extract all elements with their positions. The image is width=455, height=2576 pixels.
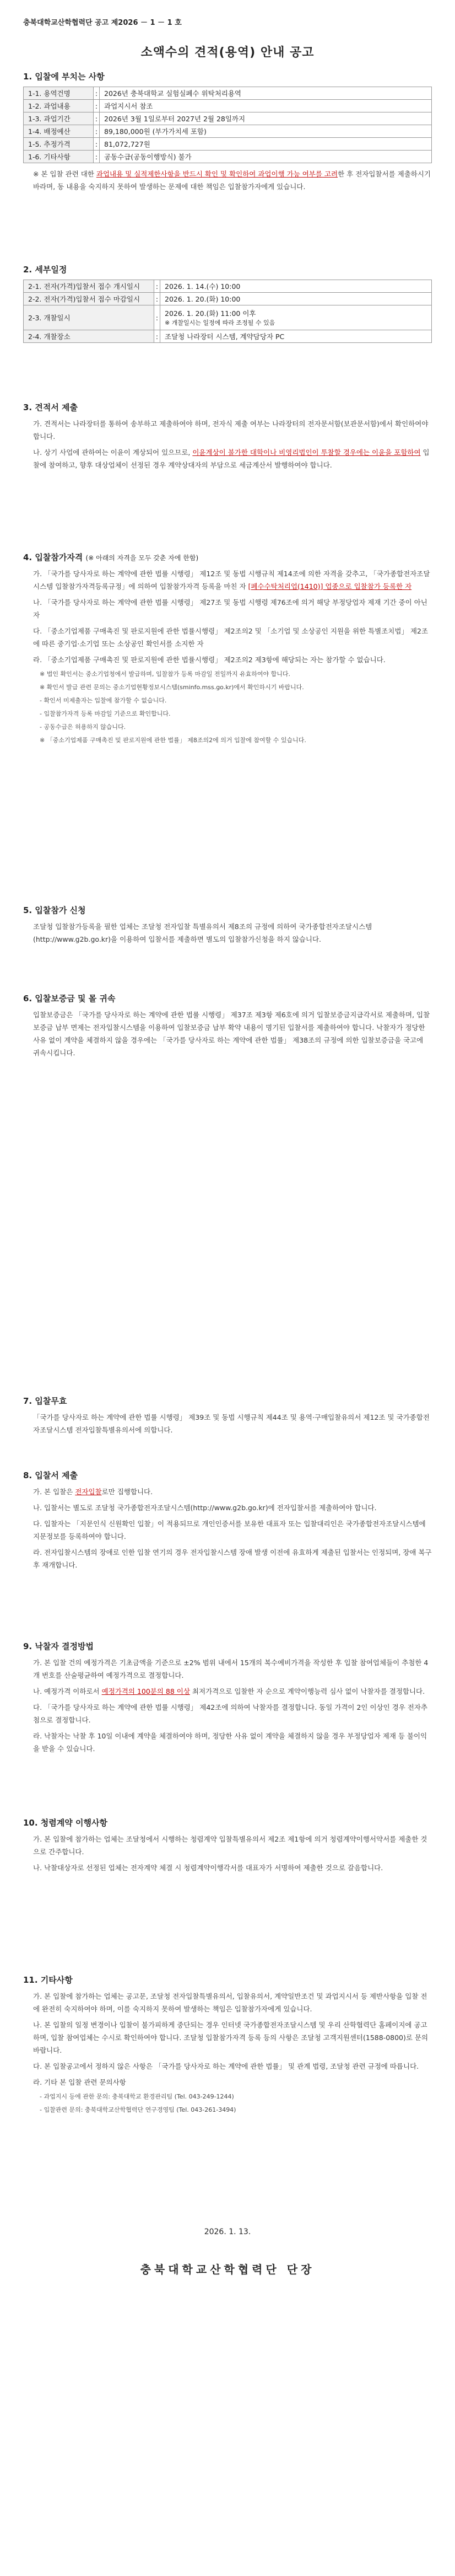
paragraph: 나. 입찰서는 별도로 조달청 국가종합전자조달시스템(http://www.g2b.go.kr)에 전자입찰서를 제출하여야 합니다. bbox=[33, 1504, 377, 1512]
note-text: 한 후 전자입찰서를 제출하시기 바라며, 동 내용을 숙지하지 못하여 발생하는 문제에 대한 책임은 입찰참가자에게 있습니다. bbox=[33, 170, 431, 191]
paragraph: 입찰보증금은 「국가를 당사자로 하는 계약에 관한 법률 시행령」 제37조 제3항 제6호에 의거 입찰보증금지급각서로 제출하며, 입찰보증금 납부 면제는 전자입찰시스템을 이용하여 입찰보증금 납부 확약 내용이 명기된 입찰서를 제출하여야 합니다. 낙찰자가 정당한 사유 없이 계약을 체결하지 않을 경우에는 「국가를 당사자로 하는 계약에 관한 법률」 제38조의 규정에 의한 입찰보증금을 국고에 귀속시킵니다. bbox=[33, 1011, 430, 1057]
paragraph: 가. 견적서는 나라장터를 통하여 송부하고 제출하여야 하며, 전자식 제출 여부는 나라장터의 전자문서함(보관문서함)에서 확인하여야 합니다. bbox=[33, 420, 429, 441]
paragraph: 「국가를 당사자로 하는 계약에 관한 법률 시행령」 제39조 및 동법 시행규칙 제44조 및 용역·구매입찰유의서 제12조 및 국가종합전자조달시스템 전자입찰특별유의서에 의합니다. bbox=[33, 1413, 430, 1434]
section-heading: 1. 입찰에 부치는 사항 bbox=[23, 72, 105, 82]
para-text: 나. 상기 사업에 관하여는 이윤이 계상되어 있으므로, bbox=[33, 448, 193, 457]
paragraph: 다. 입찰자는 「지문인식 신원확인 입찰」이 적용되므로 개인인증서를 보유한 대표자 또는 입찰대리인은 국가종합전자조달시스템에 지문정보를 등록하여야 합니다. bbox=[33, 1520, 426, 1541]
paragraph bbox=[23, 446, 432, 471]
row-value: 2026. 1. 20.(화) 10:00 bbox=[160, 293, 432, 305]
row-key: 2-3. 개찰일시 bbox=[24, 305, 154, 330]
paragraph: 나. 낙찰대상자로 선정된 업체는 전자계약 체결 시 청렴계약이행각서를 대표자가 서명하여 제출한 것으로 갈음합니다. bbox=[33, 1864, 383, 1872]
paragraph: 라. 전자입찰시스템의 장애로 인한 입찰 연기의 경우 전자입찰시스템 장애 발생 이전에 유효하게 제출된 입찰서는 인정되며, 장애 복구 후 재개합니다. bbox=[33, 1548, 432, 1569]
bid-info-table bbox=[23, 87, 432, 163]
section-application bbox=[23, 904, 432, 949]
para-highlight: 예정가격의 100분의 88 이상 bbox=[101, 1687, 190, 1695]
note-line: - 확인서 미제출자는 입찰에 참가할 수 없습니다. bbox=[40, 697, 167, 704]
paragraph bbox=[23, 567, 432, 593]
row-value: 81,072,727원 bbox=[100, 138, 432, 151]
note-line: ※ 확인서 발급 관련 문의는 중소기업현황정보시스템(sminfo.mss.go.kr)에서 확인하시기 바랍니다. bbox=[40, 684, 304, 691]
row-value: 2026년 충북대학교 실험실폐수 위탁처리용역 bbox=[100, 87, 432, 100]
notice-number: 충북대학교산학협력단 공고 제2026 － 1 － 1 호 bbox=[23, 19, 182, 27]
para-text: 가. 본 입찰은 bbox=[33, 1488, 75, 1496]
para-text: 최저가격으로 입찰한 자 순으로 계약이행능력 심사 없이 낙찰자를 결정합니다. bbox=[189, 1687, 425, 1695]
section-bid-bond bbox=[23, 992, 432, 1062]
row-value: 2026. 1. 14.(수) 10:00 bbox=[160, 280, 432, 293]
contact-line: - 과업지시 등에 관한 문의: 충북대학교 환경관리팀 (Tel. 043-249-1244) bbox=[40, 2093, 234, 2100]
note-line: ※ 법인 확인서는 중소기업청에서 발급하며, 입찰참가 등록 마감일 전일까지 유효하여야 합니다. bbox=[40, 670, 290, 678]
page-title: 소액수의 견적(용역) 안내 공고 bbox=[140, 46, 315, 60]
section-qualification bbox=[23, 551, 432, 749]
table-row bbox=[24, 87, 432, 100]
row-value-note: ※ 개찰일시는 일정에 따라 조정될 수 있음 bbox=[165, 319, 275, 326]
row-key: 1-6. 기타사항 bbox=[24, 151, 94, 163]
row-key: 2-4. 개찰장소 bbox=[24, 330, 154, 343]
paragraph: 다. 「중소기업제품 구매촉진 및 판로지원에 관한 법률시행령」 제2조의2 및 「소기업 및 소상공인 지원을 위한 특별조치법」 제2조에 따른 중기업·소기업 또는 소상공인 확인서를 소지한 자 bbox=[33, 627, 429, 648]
row-sep: : bbox=[94, 87, 100, 100]
section-heading: 2. 세부일정 bbox=[23, 265, 67, 275]
contact-line: - 입찰관련 문의: 충북대학교산학협력단 연구경영팀 (Tel. 043-261-3494) bbox=[40, 2106, 236, 2113]
table-row bbox=[24, 125, 432, 138]
row-value: 공동수급(공동이행방식) 불가 bbox=[100, 151, 432, 163]
paragraph: 가. 본 입찰 건의 예정가격은 기초금액을 기준으로 ±2% 범위 내에서 15개의 복수예비가격을 작성한 후 입찰 참여업체들이 추첨한 4개 번호를 산술평균하여 예정가격으로 결정합니다. bbox=[33, 1659, 429, 1679]
row-key: 1-1. 용역건명 bbox=[24, 87, 94, 100]
table-row bbox=[24, 305, 432, 330]
row-value-line: 2026. 1. 20.(화) 11:00 이후 bbox=[165, 309, 256, 318]
row-value: 89,180,000원 (부가가치세 포함) bbox=[100, 125, 432, 138]
table-row bbox=[24, 138, 432, 151]
para-text: 로만 집행합니다. bbox=[101, 1488, 153, 1496]
section-award-method bbox=[23, 1640, 432, 1758]
paragraph: 라. 기타 본 입찰 관련 문의사항 bbox=[33, 2078, 126, 2086]
row-sep: : bbox=[154, 305, 160, 330]
para-highlight: 이윤계상이 불가한 대학이나 비영리법인이 투찰할 경우에는 이윤을 포함하여 bbox=[192, 448, 421, 457]
para-text: 나. 예정가격 이하로서 bbox=[33, 1687, 102, 1695]
note-line: - 공동수급은 허용하지 않습니다. bbox=[40, 723, 126, 731]
para-highlight: [폐수수탁처리업(1410)] 업종으로 입찰참가 등록한 자 bbox=[248, 582, 412, 591]
row-key: 1-2. 과업내용 bbox=[24, 100, 94, 112]
row-sep: : bbox=[154, 330, 160, 343]
section-invalid-bid bbox=[23, 1395, 432, 1440]
section-schedule bbox=[23, 264, 432, 343]
paragraph: 나. 「국가를 당사자로 하는 계약에 관한 법률 시행령」 제27조 및 동법 시행령 제76조에 의거 해당 부정당업자 제재 기간 중이 아닌 자 bbox=[33, 598, 427, 619]
table-row bbox=[24, 293, 432, 305]
bid-note bbox=[23, 168, 432, 193]
heading-text: 4. 입찰참가자격 bbox=[23, 552, 83, 562]
note-highlight: 과업내용 및 실적제한사항을 반드시 확인 및 확인하여 과업이행 가능 여부를 고려 bbox=[96, 170, 338, 178]
section-bid-items bbox=[23, 71, 432, 196]
section-heading: 6. 입찰보증금 및 몰 귀속 bbox=[23, 994, 116, 1003]
note-line: ※ 「중소기업제품 구매촉진 및 판로지원에 관한 법률」 제8조의2에 의거 입찰에 참여할 수 있습니다. bbox=[40, 737, 306, 744]
table-row bbox=[24, 112, 432, 125]
row-sep: : bbox=[154, 280, 160, 293]
paragraph: 다. 「국가를 당사자로 하는 계약에 관한 법률 시행령」 제42조에 의하여 낙찰자를 결정합니다. 동일 가격이 2인 이상인 경우 전자추첨으로 결정합니다. bbox=[33, 1703, 428, 1724]
row-key: 2-1. 전자(가격)입찰서 접수 개시일시 bbox=[24, 280, 154, 293]
para-highlight: 전자입찰 bbox=[75, 1488, 102, 1496]
row-sep: : bbox=[94, 112, 100, 125]
table-row bbox=[24, 151, 432, 163]
para-text: 가. 「국가를 당사자로 하는 계약에 관한 법률 시행령」 제12조 및 동법 시행규칙 제14조에 의한 자격을 갖추고, 「국가종합전자조달시스템 입찰참가자격등록규정」에 의하여 입찰참가자격 등록을 마친 자 bbox=[33, 570, 430, 591]
paragraph: 조달청 입찰참가등록을 필한 업체는 조달청 전자입찰 특별유의서 제8조의 규정에 의하여 국가종합전자조달시스템(http://www.g2b.go.kr)을 이용하여 입찰서를 제출하면 별도의 입찰참가신청을 하지 않습니다. bbox=[33, 922, 372, 943]
paragraph: 가. 본 입찰에 참가하는 업체는 조달청에서 시행하는 청렴계약 입찰특별유의서 제2조 제1항에 의거 청렴계약이행서약서를 제출한 것으로 간주합니다. bbox=[33, 1835, 427, 1856]
table-row bbox=[24, 330, 432, 343]
row-sep: : bbox=[94, 125, 100, 138]
row-value: 2026년 3월 1일로부터 2027년 2월 28일까지 bbox=[100, 112, 432, 125]
section-integrity bbox=[23, 1817, 432, 1877]
note-line: - 입찰참가자격 등록 마감일 기준으로 확인합니다. bbox=[40, 710, 171, 717]
issuer-signature: 충북대학교산학협력단 단장 bbox=[140, 2263, 315, 2276]
section-heading: 7. 입찰무효 bbox=[23, 1396, 67, 1406]
section-quote-submission bbox=[23, 401, 432, 475]
row-key: 1-3. 과업기간 bbox=[24, 112, 94, 125]
table-row bbox=[24, 280, 432, 293]
notice-date: 2026. 1. 13. bbox=[204, 2228, 251, 2236]
paragraph: 라. 낙찰자는 낙찰 후 10일 이내에 계약을 체결하여야 하며, 정당한 사유 없이 계약을 체결하지 않을 경우 부정당업자 제재 등 불이익을 받을 수 있습니다. bbox=[33, 1732, 427, 1753]
paragraph: 다. 본 입찰공고에서 정하지 않은 사항은 「국가를 당사자로 하는 계약에 관한 법률」 및 관계 법령, 조달청 관련 규정에 따릅니다. bbox=[33, 2062, 419, 2070]
row-sep: : bbox=[94, 138, 100, 151]
row-value bbox=[160, 305, 432, 330]
row-value: 과업지시서 참조 bbox=[100, 100, 432, 112]
paragraph bbox=[23, 1485, 432, 1498]
row-key: 1-5. 추정가격 bbox=[24, 138, 94, 151]
schedule-table bbox=[23, 280, 432, 343]
section-heading: 11. 기타사항 bbox=[23, 1975, 73, 1985]
heading-note: (※ 아래의 자격을 모두 갖춘 자에 한함) bbox=[85, 554, 199, 562]
section-heading: 3. 견적서 제출 bbox=[23, 402, 78, 412]
paragraph bbox=[23, 1685, 432, 1698]
section-heading bbox=[23, 551, 432, 563]
row-value: 조달청 나라장터 시스템, 계약담당자 PC bbox=[160, 330, 432, 343]
row-sep: : bbox=[94, 100, 100, 112]
para-text: 입찰에 참여하고, 향후 대상업체이 선정된 경우 계약상대자의 부담으로 세금계산서 발행하여야 합니다. bbox=[33, 448, 430, 469]
paragraph: 라. 「중소기업제품 구매촉진 및 판로지원에 관한 법률시행령」 제2조의2 제3항에 해당되는 자는 참가할 수 없습니다. bbox=[33, 656, 386, 664]
section-heading: 9. 낙찰자 결정방법 bbox=[23, 1641, 94, 1651]
paragraph: 가. 본 입찰에 참가하는 업체는 공고문, 조달청 전자입찰특별유의서, 입찰유의서, 계약일반조건 및 과업지시서 등 제반사항을 입찰 전에 완전히 숙지하여야 하며, 이를 숙지하지 못하여 발생하는 책임은 입찰참가자에게 있습니다. bbox=[33, 1992, 427, 2013]
row-sep: : bbox=[94, 151, 100, 163]
section-other bbox=[23, 1974, 432, 2118]
note-text: ※ 본 입찰 관련 대한 bbox=[33, 170, 96, 178]
table-row bbox=[24, 100, 432, 112]
row-sep: : bbox=[154, 293, 160, 305]
section-heading: 8. 입찰서 제출 bbox=[23, 1471, 78, 1480]
row-key: 2-2. 전자(가격)입찰서 접수 마감일시 bbox=[24, 293, 154, 305]
section-heading: 5. 입찰참가 신청 bbox=[23, 905, 86, 915]
section-heading: 10. 청렴계약 이행사항 bbox=[23, 1818, 107, 1828]
section-bid-submission bbox=[23, 1469, 432, 1575]
paragraph: 나. 본 입찰의 일정 변경이나 입찰이 불가피하게 중단되는 경우 인터넷 국가종합전자조달시스템 및 우리 산학협력단 홈페이지에 공고하며, 입찰 참여업체는 수시로 확인하여야 합니다. 조달청 입찰참가자격 등록 등의 사항은 조달청 고객지원센터(1588-0800)로 문의 바랍니다. bbox=[33, 2021, 429, 2054]
row-key: 1-4. 배정예산 bbox=[24, 125, 94, 138]
